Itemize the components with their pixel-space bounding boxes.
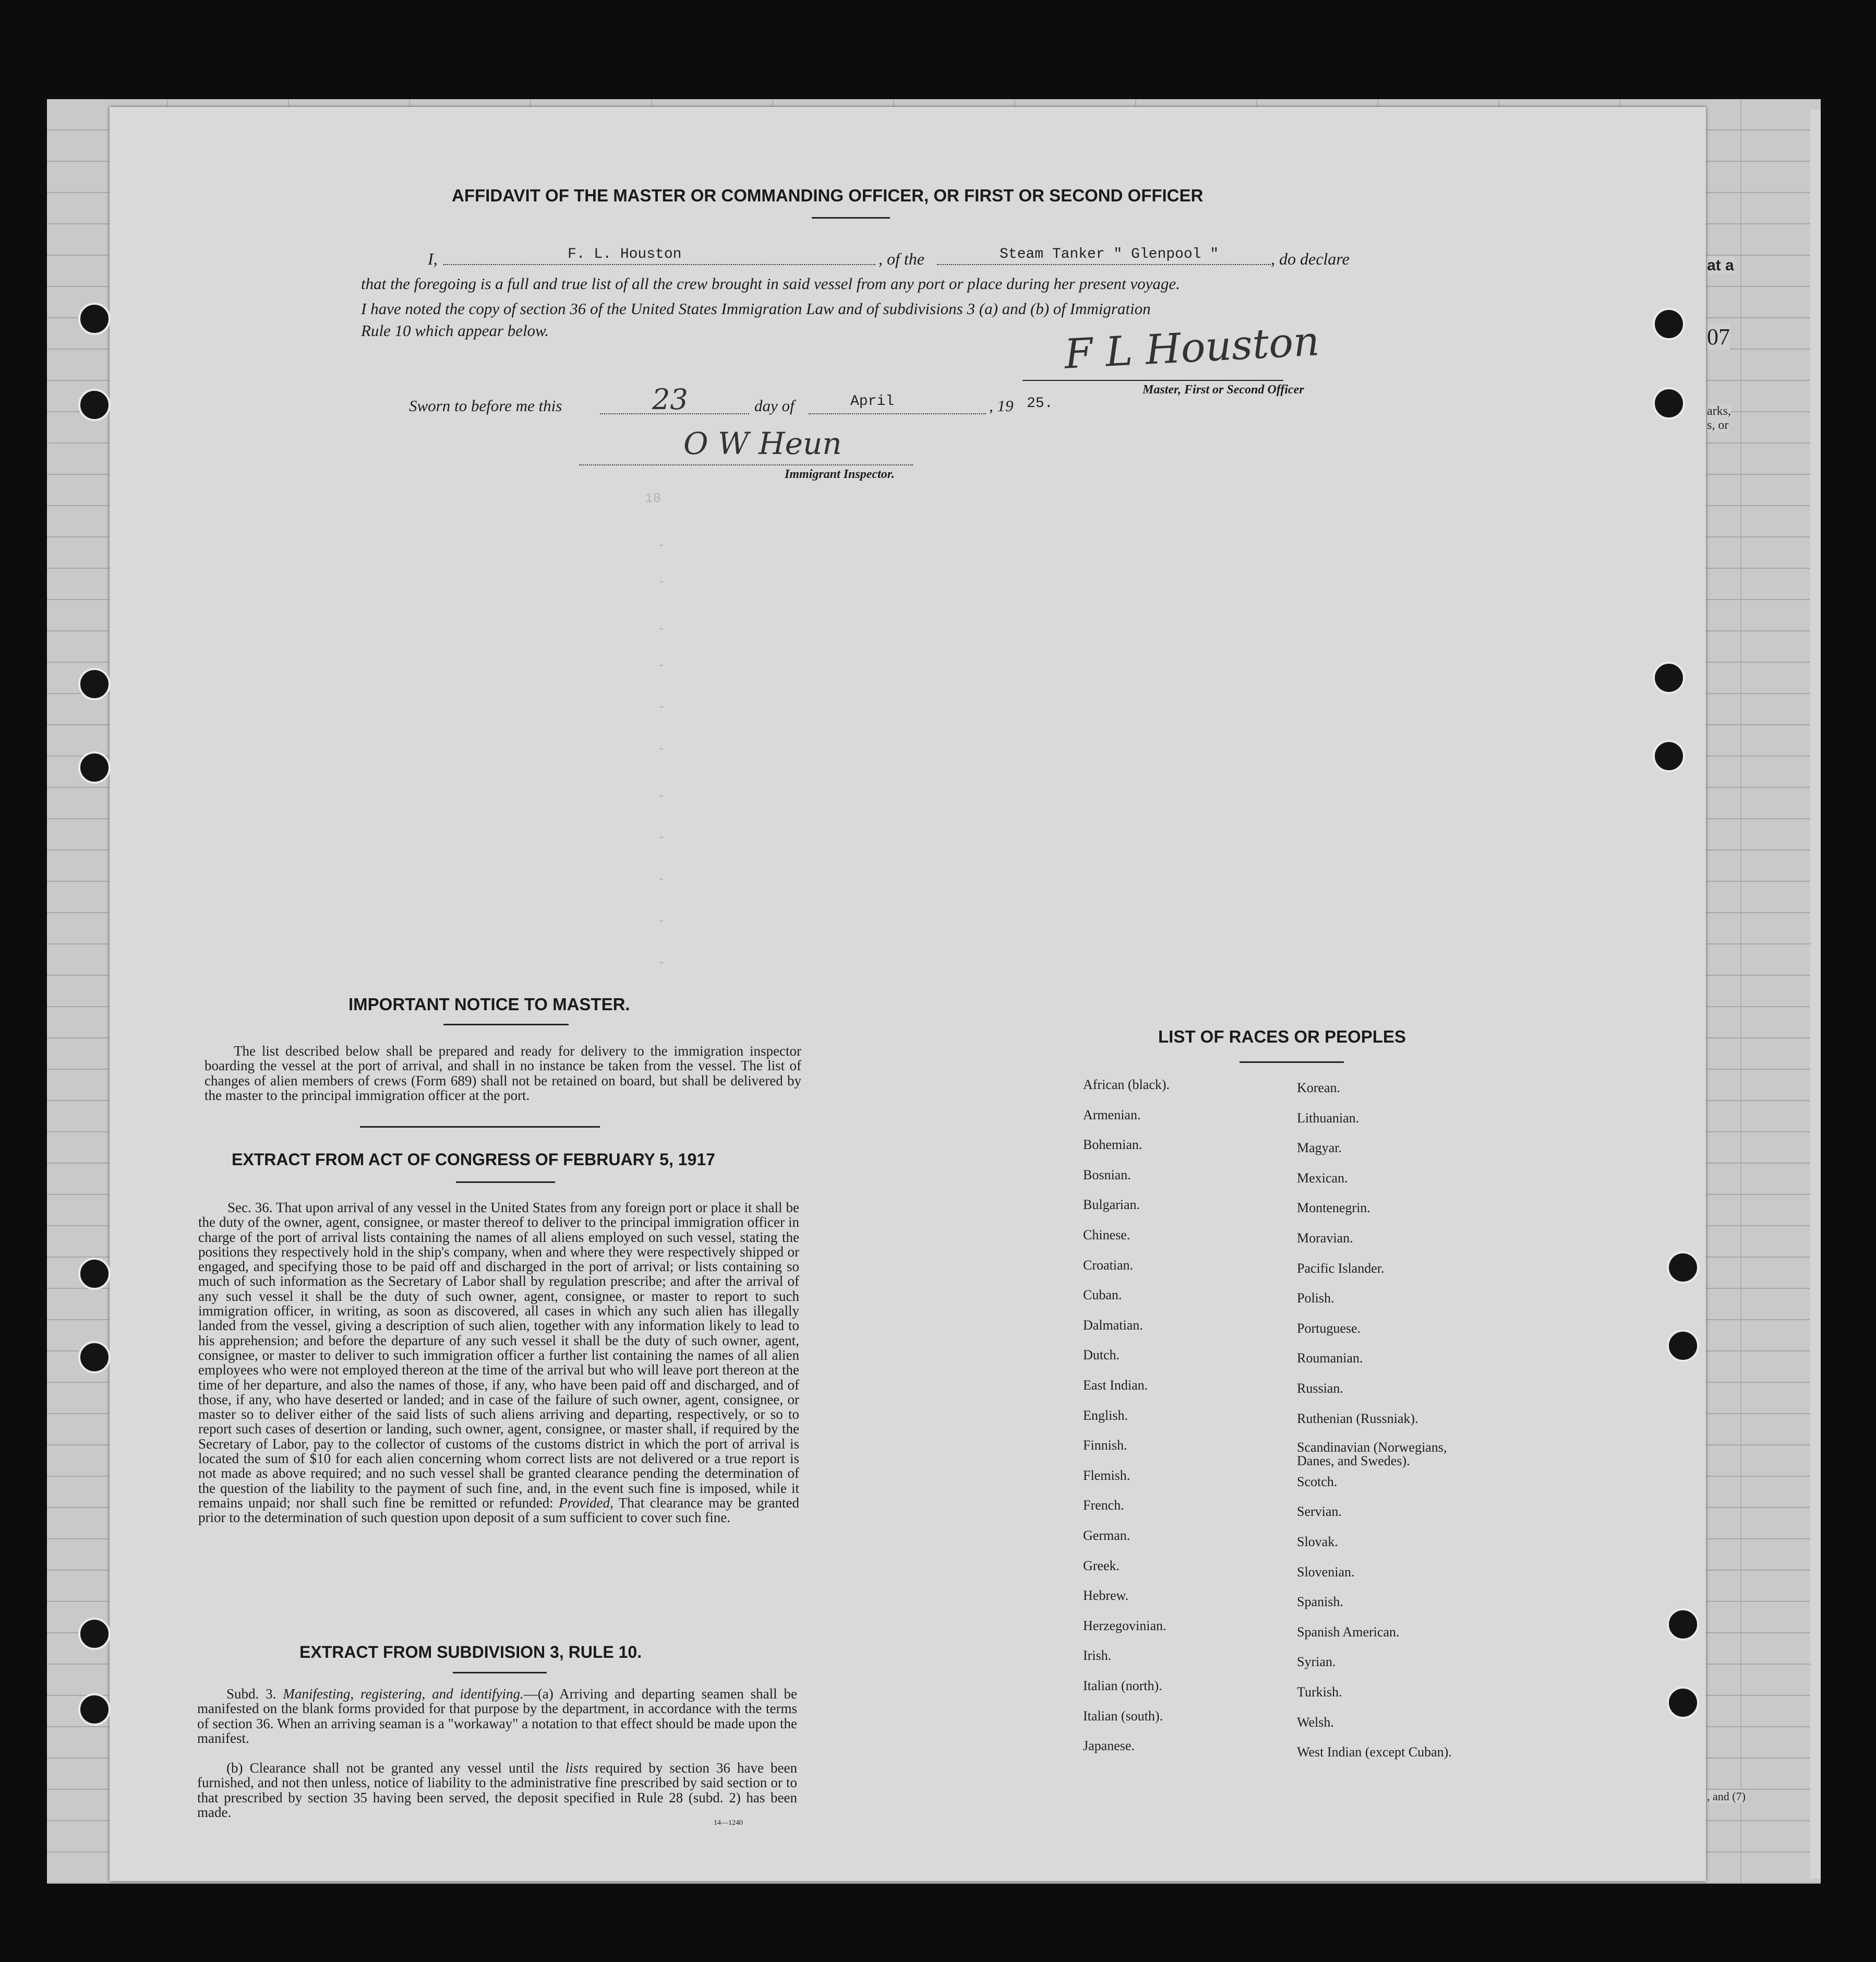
act-title: EXTRACT FROM ACT OF CONGRESS OF FEBRUARY 5, 1917	[232, 1150, 715, 1169]
race-item: Slovenian.	[1297, 1564, 1355, 1580]
inspector-caption: Immigrant Inspector.	[785, 468, 895, 481]
punch-hole	[1653, 308, 1685, 340]
affidavit-i: I,	[428, 249, 438, 268]
punch-hole	[78, 1693, 111, 1726]
race-item: African (black).	[1083, 1077, 1170, 1092]
act-divider	[456, 1181, 555, 1183]
punch-hole	[1667, 1686, 1699, 1719]
bleed-through-mark: -	[657, 657, 666, 673]
sworn-month: April	[850, 393, 895, 410]
race-item: Polish.	[1297, 1290, 1334, 1306]
inspector-signature-line	[579, 464, 913, 465]
race-item: Lithuanian.	[1297, 1110, 1360, 1126]
race-item: Finnish.	[1083, 1438, 1127, 1453]
race-item: Korean.	[1297, 1080, 1341, 1095]
race-item: Montenegrin.	[1297, 1200, 1370, 1216]
affidavit-line-4: Rule 10 which appear below.	[361, 321, 549, 340]
punch-hole	[78, 1341, 111, 1373]
affidavit-line-3: I have noted the copy of section 36 of the United States Immigration Law and of subdivisions 3 (a) and (b) of Immigration	[361, 300, 1151, 318]
race-item: Italian (south).	[1083, 1708, 1163, 1724]
bleed-through-mark: -	[657, 871, 666, 887]
rule-subd-b-lists: lists	[565, 1760, 588, 1776]
race-item: Herzegovinian.	[1083, 1618, 1167, 1633]
punch-hole	[78, 1618, 111, 1650]
punch-hole	[1667, 1608, 1699, 1641]
bleed-through-mark: -	[657, 537, 666, 553]
underlying-text-arks: arks,	[1707, 404, 1731, 418]
race-item: Italian (north).	[1083, 1678, 1162, 1693]
title-divider	[812, 217, 890, 219]
affidavit-declare: , do declare	[1271, 249, 1350, 268]
races-divider	[1240, 1061, 1344, 1063]
master-caption: Master, First or Second Officer	[1143, 383, 1304, 397]
race-item: French.	[1083, 1498, 1124, 1513]
race-item: Flemish.	[1083, 1467, 1131, 1483]
race-item: Armenian.	[1083, 1107, 1141, 1122]
affidavit-page	[110, 107, 1706, 1881]
race-item: East Indian.	[1083, 1378, 1148, 1393]
bleed-through-mark: 18	[645, 491, 662, 506]
race-item: Moravian.	[1297, 1230, 1353, 1246]
punch-hole	[1667, 1251, 1699, 1284]
punch-hole	[1667, 1330, 1699, 1362]
bleed-through-mark: -	[657, 955, 666, 971]
punch-hole	[1653, 387, 1685, 420]
race-item: Magyar.	[1297, 1140, 1342, 1156]
race-item: Bulgarian.	[1083, 1197, 1140, 1213]
race-item: Mexican.	[1297, 1170, 1348, 1186]
race-item: German.	[1083, 1528, 1131, 1543]
rule-subd-b-text-2: required by section 36 have been furnished, and not then unless, notice of liability to the administrative fine prescribed by said section or to that prescribed by section 35 having been served, the deposit specified in Rule 28 (subd. 2) has been made.	[197, 1760, 798, 1820]
bleed-through-mark: -	[657, 574, 666, 590]
race-item: Slovak.	[1297, 1534, 1338, 1549]
race-item: Servian.	[1297, 1504, 1342, 1520]
race-item: Cuban.	[1083, 1287, 1122, 1303]
race-item: Spanish.	[1297, 1594, 1343, 1610]
notice-bottom-divider	[360, 1126, 600, 1128]
race-item: Croatian.	[1083, 1257, 1134, 1273]
punch-hole	[78, 303, 111, 335]
affidavit-line-2: that the foregoing is a full and true list of all the crew brought in said vessel from any port or place during her present voyage.	[361, 274, 1180, 293]
master-signature-line	[1023, 380, 1283, 381]
race-item: English.	[1083, 1407, 1128, 1423]
race-item: Turkish.	[1297, 1684, 1342, 1700]
race-item: Pacific Islander.	[1297, 1260, 1385, 1276]
rule-subd-a	[197, 1686, 797, 1745]
race-item: Irish.	[1083, 1648, 1112, 1664]
race-item: Dutch.	[1083, 1347, 1120, 1363]
race-item: Hebrew.	[1083, 1588, 1129, 1604]
affidavit-title: AFFIDAVIT OF THE MASTER OR COMMANDING OFFICER, OR FIRST OR SECOND OFFICER	[452, 186, 1204, 205]
race-item: Russian.	[1297, 1381, 1343, 1396]
act-provided: Provided,	[559, 1494, 614, 1511]
master-name: F. L. Houston	[568, 246, 682, 262]
race-item: Syrian.	[1297, 1654, 1336, 1670]
sworn-day: 23	[652, 383, 688, 416]
act-text	[198, 1200, 799, 1525]
inspector-signature: O W Heun	[683, 426, 842, 461]
affidavit-of-the: , of the	[879, 249, 924, 268]
act-section-label: Sec. 36.	[227, 1200, 273, 1215]
race-item: Scotch.	[1297, 1474, 1338, 1489]
notice-text: The list described below shall be prepared and ready for delivery to the immigration inspector boarding the vessel at the port of arrival, and shall in no instance be taken from the vessel. The list of changes of alien members of crews (Form 689) shall not be retained on board, but shall be delivered by the master to the principal immigration officer at the port.	[205, 1043, 801, 1103]
day-of-label: day of	[754, 397, 795, 415]
race-item: Ruthenian (Russniak).	[1297, 1410, 1418, 1426]
rule-subd-a-text: —(a) Arriving and departing seamen shall be manifested on the blank forms provided for that purpose by the department, in accordance with the terms of section 36. When an arriving seaman is a "workaway" a notation to that effect should be made upon the manifest.	[197, 1686, 797, 1746]
form-number: 14—1240	[714, 1819, 743, 1827]
punch-hole	[78, 668, 111, 700]
act-body: That upon arrival of any vessel in the United States from any foreign port or place it shall be the duty of the owner, agent, consignee, or master thereof to deliver to the principal immigration officer in charge of the port of arrival lists containing the names of all aliens employed on such vessel, stating the positions they respectively hold in the ship's company, when and where they were respectively shipped or engaged, and specifying those to be paid off and discharged in the port of arrival; or lists containing so much of such information as the Secretary of Labor shall by regulation prescribe; and after the arrival of any such vessel it shall be the duty of such owner, agent, consignee, or master to report to such immigration officer, in writing, as soon as discovered, all cases in which any such alien has illegally landed from the vessel, giving a description of such alien, together with any information likely to lead to his apprehension; and before the departure of any such vessel it shall be the duty of such owner, agent, consignee, or master to deliver to such immigration officer a further list containing the names of all alien employees who were not employed thereon at the time of the arrival but who will leave port thereon at the time of her departure, and also the names of those, if any, who have been paid off and discharged, and of those, if any, who have deserted or landed; and in case of the failure of such owner, agent, consignee, or master so to deliver either of the said lists of such aliens arriving and departing, respectively, or so to report such cases of desertion or landing, such owner, agent, consignee, or master shall, if required by the Secretary of Labor, pay to the collector of customs of the customs district in which the port of arrival is located the sum of $10 for each alien concerning whom correct lists are not delivered or a true report is not made as above required; and no such vessel shall be granted clearance pending the determination of the question of the liability to the payment of such fine, and, in the event such fine is imposed, while it remains unpaid; nor shall such fine be remitted or refunded:	[198, 1200, 800, 1511]
bleed-through-mark: -	[657, 830, 666, 845]
race-item: Chinese.	[1083, 1227, 1131, 1242]
rule-subd-label: Subd. 3.	[226, 1686, 276, 1702]
bleed-through-mark: -	[657, 621, 666, 637]
race-item: Dalmatian.	[1083, 1317, 1143, 1333]
race-item: Welsh.	[1297, 1714, 1334, 1730]
race-item: Roumanian.	[1297, 1350, 1363, 1366]
rule-subd-heading: Manifesting, registering, and identifying.	[283, 1686, 524, 1702]
sworn-year: 25.	[1027, 396, 1053, 412]
rule-divider	[453, 1672, 547, 1673]
punch-hole	[78, 751, 111, 784]
race-item: Bohemian.	[1083, 1137, 1143, 1153]
notice-title: IMPORTANT NOTICE TO MASTER.	[348, 995, 630, 1014]
punch-hole	[78, 389, 111, 421]
month-line	[809, 413, 986, 414]
rule-subd-b	[197, 1761, 797, 1820]
notice-divider	[443, 1024, 569, 1025]
sworn-label: Sworn to before me this	[409, 397, 562, 415]
race-item: Spanish American.	[1297, 1624, 1400, 1640]
race-item: Greek.	[1083, 1558, 1120, 1573]
punch-hole	[1653, 740, 1685, 772]
vessel-name: Steam Tanker " Glenpool "	[1000, 246, 1219, 262]
underlying-text-number: 07	[1707, 324, 1730, 350]
year-prefix: , 19	[989, 397, 1014, 415]
act-body-end: That clearance may be granted prior to the determination of such question upon deposit of a sum sufficient to cover such fine.	[198, 1494, 800, 1526]
race-item: Scandinavian (Norwegians, Danes, and Swedes).	[1297, 1440, 1447, 1469]
punch-hole	[78, 1258, 111, 1290]
master-name-line	[443, 264, 875, 265]
vessel-line	[937, 264, 1271, 265]
punch-hole	[1653, 662, 1685, 694]
bleed-through-mark: -	[657, 741, 666, 757]
race-item: Japanese.	[1083, 1738, 1135, 1754]
races-title: LIST OF RACES OR PEOPLES	[1158, 1027, 1406, 1046]
rule-subd-b-text-1: (b) Clearance shall not be granted any vessel until the	[226, 1760, 559, 1776]
race-item: West Indian (except Cuban).	[1297, 1744, 1452, 1760]
bleed-through-mark: -	[657, 913, 666, 929]
race-item: Bosnian.	[1083, 1167, 1131, 1182]
race-item: Portuguese.	[1297, 1320, 1361, 1336]
bleed-through-mark: -	[657, 699, 666, 715]
underlying-text-at-a: at a	[1707, 257, 1734, 274]
underlying-text-s-or: s, or	[1707, 418, 1729, 432]
bleed-through-mark: -	[657, 788, 666, 804]
master-signature: F L Houston	[1063, 318, 1321, 378]
underlying-text-and7: , and (7)	[1707, 1790, 1746, 1803]
rule-title: EXTRACT FROM SUBDIVISION 3, RULE 10.	[299, 1643, 642, 1661]
underlying-page-edge	[1810, 110, 1821, 1879]
